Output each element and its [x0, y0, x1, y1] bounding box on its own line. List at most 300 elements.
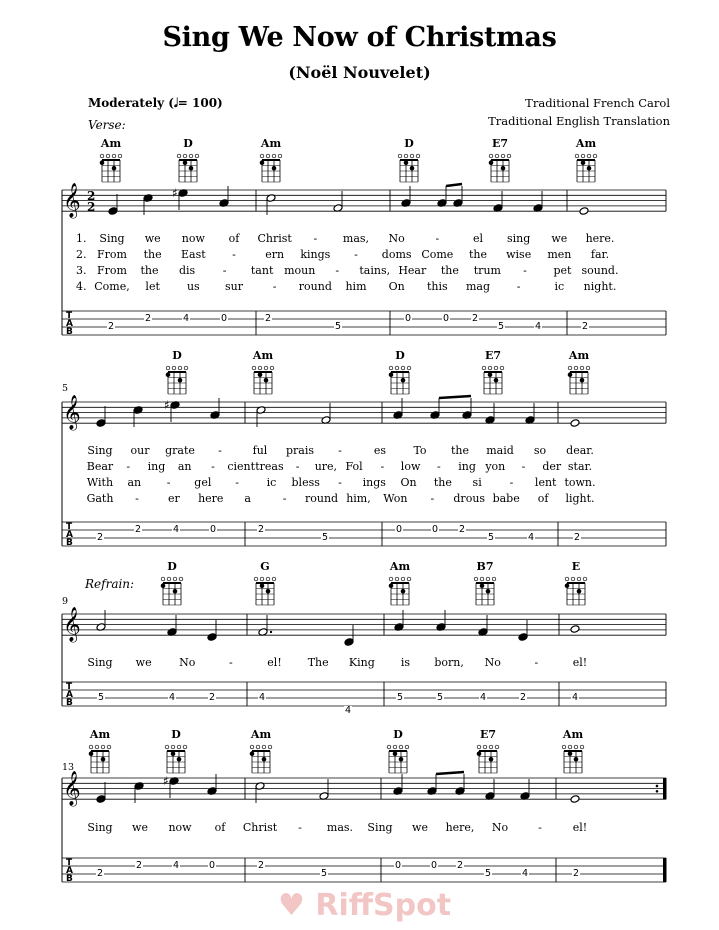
- lyric-syllable: Bear: [86, 460, 114, 473]
- open-string-marker: [268, 745, 272, 749]
- lyric-syllable: we: [132, 821, 148, 834]
- lyric-syllable: To: [413, 444, 427, 457]
- open-string-marker: [483, 745, 487, 749]
- tab-fret-number: 0: [209, 524, 217, 535]
- lyric-syllable: No: [484, 656, 501, 669]
- finger-dot: [161, 583, 166, 588]
- lyric-syllable: Sing: [99, 232, 125, 245]
- open-string-marker: [89, 745, 93, 749]
- tab-clef-letter: T: [66, 522, 73, 532]
- finger-dot: [89, 751, 94, 756]
- tab-final-barline: [663, 858, 667, 882]
- open-string-marker: [260, 154, 264, 158]
- lyric-syllable: moun: [284, 264, 316, 277]
- lyric-syllable: night.: [583, 280, 617, 293]
- note-head: [570, 795, 580, 804]
- open-string-marker: [183, 745, 187, 749]
- chord-name: G: [260, 560, 270, 573]
- finger-dot: [489, 160, 494, 165]
- note-head: [344, 638, 354, 647]
- open-string-marker: [495, 745, 499, 749]
- open-string-marker: [583, 577, 587, 581]
- lyric-syllable: low: [400, 460, 421, 473]
- song-subtitle: (Noël Nouvelet): [288, 63, 431, 82]
- tab-clef-letter: B: [66, 538, 73, 548]
- lyric-syllable: Christ: [257, 232, 292, 245]
- tab-fret-number: 4: [172, 860, 180, 871]
- note-head: [96, 419, 106, 428]
- lyric-syllable: Sing: [87, 656, 113, 669]
- lyric-syllable: kings: [300, 248, 331, 261]
- chord-name: E7: [484, 349, 502, 362]
- lyric-syllable: here,: [445, 821, 475, 834]
- tab-fret-number: 2: [458, 524, 466, 535]
- measure-number: 5: [62, 383, 69, 394]
- lyric-syllable: el!: [572, 656, 588, 669]
- tab-fret-number: 2: [264, 313, 272, 324]
- finger-dot: [489, 757, 494, 762]
- measure-number: 9: [62, 596, 69, 607]
- lyric-syllable: el!: [267, 656, 282, 669]
- lyric-syllable: now: [168, 821, 192, 834]
- finger-dot: [177, 757, 182, 762]
- lyric-syllable: the: [450, 444, 469, 457]
- open-string-marker: [389, 366, 393, 370]
- finger-dot: [100, 160, 105, 165]
- open-string-marker: [565, 577, 569, 581]
- open-string-marker: [256, 745, 260, 749]
- lyric-hyphen: -: [335, 264, 340, 277]
- open-string-marker: [407, 577, 411, 581]
- finger-dot: [574, 757, 579, 762]
- tab-clef-letter: T: [66, 682, 73, 692]
- finger-dot: [581, 160, 586, 165]
- tab-fret-number: 5: [334, 321, 342, 332]
- section-label: Refrain:: [85, 577, 135, 591]
- open-string-marker: [477, 745, 481, 749]
- lyric-syllable: Christ: [242, 821, 278, 834]
- open-string-marker: [574, 745, 578, 749]
- song-title: Sing We Now of Christmas: [162, 22, 557, 53]
- lyric-hyphen: -: [538, 821, 542, 834]
- finger-dot: [401, 378, 406, 383]
- open-string-marker: [571, 577, 575, 581]
- chord-name: Am: [252, 349, 274, 362]
- finger-dot: [258, 372, 263, 377]
- tab-fret-number: 4: [479, 692, 487, 703]
- lyric-syllable: The: [307, 656, 329, 669]
- finger-dot: [389, 583, 394, 588]
- open-string-marker: [389, 577, 393, 581]
- lyric-syllable: East: [181, 248, 206, 261]
- open-string-marker: [574, 366, 578, 370]
- treble-clef-icon: 𝄞: [63, 607, 81, 642]
- lyric-syllable: drous: [453, 492, 486, 505]
- lyric-syllable: sur: [225, 280, 243, 293]
- open-string-marker: [480, 577, 484, 581]
- lyric-hyphen: -: [211, 460, 215, 473]
- finger-dot: [250, 751, 255, 756]
- finger-dot: [494, 378, 499, 383]
- finger-dot: [260, 583, 265, 588]
- lyric-syllable: el: [472, 232, 484, 245]
- lyric-syllable: ern: [265, 248, 285, 261]
- open-string-marker: [507, 154, 511, 158]
- open-string-marker: [395, 366, 399, 370]
- open-string-marker: [161, 577, 165, 581]
- tab-fret-number: 5: [436, 692, 444, 703]
- tab-clef-letter: A: [66, 866, 73, 876]
- tab-fret-number: 5: [497, 321, 505, 332]
- open-string-marker: [184, 366, 188, 370]
- lyric-syllable: sound.: [581, 264, 619, 277]
- watermark-text: RiffSpot: [315, 888, 452, 923]
- finger-dot: [401, 589, 406, 594]
- tempo-bpm: = 100: [177, 96, 218, 110]
- open-string-marker: [112, 154, 116, 158]
- lyric-syllable: pet: [553, 264, 572, 277]
- note-head: [570, 419, 580, 428]
- lyric-syllable: tant: [250, 264, 274, 277]
- note-head: [579, 207, 589, 216]
- lyric-syllable: From: [97, 264, 127, 277]
- lyric-syllable: babe: [492, 492, 520, 505]
- lyric-hyphen: -: [509, 476, 514, 489]
- tab-fret-number: 4: [571, 692, 579, 703]
- open-string-marker: [254, 577, 258, 581]
- open-string-marker: [404, 154, 408, 158]
- open-string-marker: [407, 366, 411, 370]
- finger-dot: [189, 166, 194, 171]
- lyric-syllable: ings: [362, 476, 386, 489]
- finger-dot: [565, 583, 570, 588]
- tab-clef-letter: T: [66, 311, 73, 321]
- finger-dot: [399, 757, 404, 762]
- finger-dot: [389, 372, 394, 377]
- lyric-syllable: On: [400, 476, 417, 489]
- lyric-syllable: Won: [383, 492, 408, 505]
- lyric-hyphen: -: [218, 444, 222, 457]
- open-string-marker: [489, 745, 493, 749]
- sharp-accidental: ♯: [164, 398, 170, 412]
- lyric-syllable: grate: [165, 444, 195, 457]
- time-signature-top: 2: [87, 189, 96, 203]
- tab-clef-letter: A: [66, 319, 73, 329]
- open-string-marker: [393, 745, 397, 749]
- open-string-marker: [401, 577, 405, 581]
- tab-fret-number: 4: [258, 692, 266, 703]
- lyric-syllable: now: [181, 232, 205, 245]
- open-string-marker: [586, 366, 590, 370]
- note-head: [207, 633, 217, 642]
- lyric-syllable: far.: [590, 248, 610, 261]
- finger-dot: [480, 583, 485, 588]
- lyric-hyphen: -: [232, 248, 236, 261]
- lyric-syllable: the: [468, 248, 487, 261]
- finger-dot: [577, 589, 582, 594]
- lyric-syllable: our: [130, 444, 150, 457]
- open-string-marker: [416, 154, 420, 158]
- lyric-hyphen: -: [222, 264, 227, 277]
- chord-name: Am: [389, 560, 411, 573]
- lyric-syllable: dis: [178, 264, 196, 277]
- lyric-syllable: him,: [346, 492, 371, 505]
- lyric-hyphen: -: [313, 232, 318, 245]
- lyric-syllable: Gath: [86, 492, 114, 505]
- open-string-marker: [577, 577, 581, 581]
- time-signature-bottom: 2: [87, 200, 96, 214]
- guitar-pick-icon: ♥: [278, 888, 305, 923]
- lyric-syllable: star.: [567, 460, 593, 473]
- finger-dot: [264, 378, 269, 383]
- lyric-syllable: es: [373, 444, 387, 457]
- open-string-marker: [580, 745, 584, 749]
- chord-name: D: [172, 349, 182, 362]
- lyric-syllable: Sing: [87, 821, 113, 834]
- finger-dot: [501, 166, 506, 171]
- open-string-marker: [177, 154, 181, 158]
- open-string-marker: [395, 577, 399, 581]
- open-string-marker: [387, 745, 391, 749]
- lyric-hyphen: -: [272, 280, 277, 293]
- tab-fret-number: 2: [573, 532, 581, 543]
- finger-dot: [587, 166, 592, 171]
- lyric-syllable: ing: [458, 460, 476, 473]
- chord-name: D: [171, 728, 181, 741]
- finger-dot: [183, 160, 188, 165]
- chord-name: E7: [491, 137, 509, 150]
- tab-fret-number: 0: [431, 524, 439, 535]
- lyric-syllable: this: [426, 280, 448, 293]
- lyric-syllable: tains,: [359, 264, 391, 277]
- open-string-marker: [486, 577, 490, 581]
- finger-dot: [477, 751, 482, 756]
- open-string-marker: [107, 745, 111, 749]
- finger-dot: [173, 589, 178, 594]
- tab-fret-number: 4: [182, 313, 190, 324]
- lyric-hyphen: -: [534, 656, 539, 669]
- open-string-marker: [260, 577, 264, 581]
- tab-fret-number: 5: [396, 692, 404, 703]
- chord-name: E: [571, 560, 581, 573]
- lyric-hyphen: -: [166, 476, 171, 489]
- lyric-syllable: the: [433, 476, 452, 489]
- tab-fret-number: 2: [581, 321, 589, 332]
- verse-number: 1.: [76, 232, 87, 245]
- tab-clef-letter: A: [66, 530, 73, 540]
- open-string-marker: [405, 745, 409, 749]
- open-string-marker: [258, 366, 262, 370]
- lyric-syllable: light.: [565, 492, 595, 505]
- sharp-accidental: ♯: [172, 186, 178, 200]
- lyric-syllable: him: [345, 280, 367, 293]
- sharp-accidental: ♯: [163, 774, 169, 788]
- open-string-marker: [173, 577, 177, 581]
- lyric-hyphen: -: [135, 492, 139, 505]
- lyric-hyphen: -: [516, 280, 521, 293]
- lyric-hyphen: -: [235, 476, 239, 489]
- tab-fret-number: 2: [572, 868, 580, 879]
- open-string-marker: [581, 154, 585, 158]
- lyric-syllable: treas: [255, 460, 284, 473]
- tab-fret-number: 5: [97, 692, 105, 703]
- open-string-marker: [500, 366, 504, 370]
- tab-clef-letter: A: [66, 690, 73, 700]
- lyric-hyphen: -: [282, 492, 287, 505]
- lyric-syllable: round: [304, 492, 339, 505]
- lyric-syllable: an: [177, 460, 192, 473]
- note-head: [570, 625, 580, 634]
- chord-name: Am: [250, 728, 272, 741]
- lyric-hyphen: -: [380, 460, 385, 473]
- lyric-syllable: With: [86, 476, 114, 489]
- tab-fret-number: 2: [144, 313, 152, 324]
- chord-name: Am: [89, 728, 111, 741]
- open-string-marker: [266, 577, 270, 581]
- lyric-syllable: trum: [473, 264, 501, 277]
- tempo-marking: Moderately (𝅗𝅥= 100): [88, 96, 223, 110]
- lyric-hyphen: -: [435, 232, 440, 245]
- chord-name: B7: [476, 560, 494, 573]
- lyric-hyphen: -: [436, 460, 441, 473]
- open-string-marker: [270, 366, 274, 370]
- lyric-syllable: bless: [291, 476, 320, 489]
- lyric-syllable: Come,: [94, 280, 130, 293]
- open-string-marker: [278, 154, 282, 158]
- lyric-syllable: prais: [285, 444, 315, 457]
- lyric-hyphen: -: [523, 264, 527, 277]
- tab-clef-letter: T: [66, 858, 73, 868]
- verse-number: 4.: [76, 280, 87, 293]
- tempo-label: Moderately: [88, 96, 165, 110]
- tab-fret-number: 2: [135, 860, 143, 871]
- tab-fret-number: 5: [321, 532, 329, 543]
- open-string-marker: [587, 154, 591, 158]
- lyric-syllable: the: [143, 248, 162, 261]
- measure-number: 13: [62, 762, 75, 773]
- half-note-icon: 𝅗𝅥: [173, 96, 178, 110]
- lyric-syllable: here.: [585, 232, 615, 245]
- chord-name: E7: [479, 728, 497, 741]
- lyric-syllable: der: [542, 460, 562, 473]
- chord-name: Am: [575, 137, 597, 150]
- lyric-syllable: doms: [381, 248, 412, 261]
- lyric-syllable: a: [244, 492, 251, 505]
- dotted-note-dot: [270, 631, 272, 633]
- lyric-syllable: wise: [506, 248, 532, 261]
- lyric-syllable: Sing: [87, 444, 113, 457]
- open-string-marker: [106, 154, 110, 158]
- tab-fret-number: 0: [220, 313, 228, 324]
- lyric-hyphen: -: [338, 476, 342, 489]
- tab-fret-number: 2: [107, 321, 115, 332]
- open-string-marker: [474, 577, 478, 581]
- chord-name: D: [395, 349, 405, 362]
- open-string-marker: [398, 154, 402, 158]
- lyric-syllable: the: [440, 264, 459, 277]
- lyric-hyphen: -: [229, 656, 233, 669]
- chord-name: D: [393, 728, 403, 741]
- lyric-syllable: No: [491, 821, 509, 834]
- open-string-marker: [165, 745, 169, 749]
- open-string-marker: [167, 577, 171, 581]
- treble-clef-icon: 𝄞: [63, 183, 81, 218]
- open-string-marker: [489, 154, 493, 158]
- lyric-syllable: No: [179, 656, 196, 669]
- lyric-syllable: Hear: [398, 264, 427, 277]
- open-string-marker: [95, 745, 99, 749]
- treble-clef-icon: 𝄞: [63, 395, 81, 430]
- open-string-marker: [410, 154, 414, 158]
- tab-fret-number: 4: [172, 524, 180, 535]
- tab-fret-number: 4: [527, 532, 535, 543]
- lyric-syllable: No: [388, 232, 405, 245]
- open-string-marker: [488, 366, 492, 370]
- lyric-syllable: round: [298, 280, 332, 293]
- chord-name: Am: [562, 728, 584, 741]
- finger-dot: [580, 378, 585, 383]
- finger-dot: [272, 166, 277, 171]
- tab-fret-number: 2: [471, 313, 479, 324]
- lyric-hyphen: -: [521, 460, 526, 473]
- open-string-marker: [183, 154, 187, 158]
- tab-fret-number: 2: [456, 860, 464, 871]
- open-string-marker: [575, 154, 579, 158]
- tab-fret-number: 0: [430, 860, 438, 871]
- tab-fret-number: 2: [519, 692, 527, 703]
- lyric-syllable: let: [145, 280, 160, 293]
- lyric-syllable: lent: [534, 476, 557, 489]
- tab-fret-number: 4: [534, 321, 542, 332]
- lyric-hyphen: -: [126, 460, 131, 473]
- open-string-marker: [593, 154, 597, 158]
- riffspot-watermark: [278, 888, 451, 923]
- open-string-marker: [262, 745, 266, 749]
- open-string-marker: [195, 154, 199, 158]
- open-string-marker: [252, 366, 256, 370]
- lyric-hyphen: -: [354, 248, 358, 261]
- tab-fret-number: 0: [394, 860, 402, 871]
- lyric-syllable: ic: [266, 476, 277, 489]
- open-string-marker: [401, 366, 405, 370]
- lyric-syllable: si: [472, 476, 482, 489]
- lyric-syllable: el!: [572, 821, 588, 834]
- lyric-syllable: of: [228, 232, 240, 245]
- finger-dot: [404, 160, 409, 165]
- open-string-marker: [492, 577, 496, 581]
- chord-name: D: [167, 560, 177, 573]
- chord-name: D: [404, 137, 414, 150]
- open-string-marker: [272, 577, 276, 581]
- eighth-note-beam: [439, 396, 471, 398]
- finger-dot: [266, 589, 271, 594]
- lyric-syllable: we: [412, 821, 428, 834]
- lyric-syllable: ful: [252, 444, 268, 457]
- open-string-marker: [177, 745, 181, 749]
- lyric-syllable: On: [388, 280, 405, 293]
- tab-fret-number: 2: [208, 692, 216, 703]
- tab-fret-number: 2: [134, 524, 142, 535]
- finger-dot: [410, 166, 415, 171]
- tab-fret-number: 0: [404, 313, 412, 324]
- chord-name: Am: [568, 349, 590, 362]
- open-string-marker: [266, 154, 270, 158]
- tab-fret-number: 2: [257, 524, 265, 535]
- lyric-syllable: Sing: [367, 821, 393, 834]
- tab-fret-number: 5: [484, 868, 492, 879]
- tab-clef-letter: B: [66, 874, 73, 884]
- open-string-marker: [568, 745, 572, 749]
